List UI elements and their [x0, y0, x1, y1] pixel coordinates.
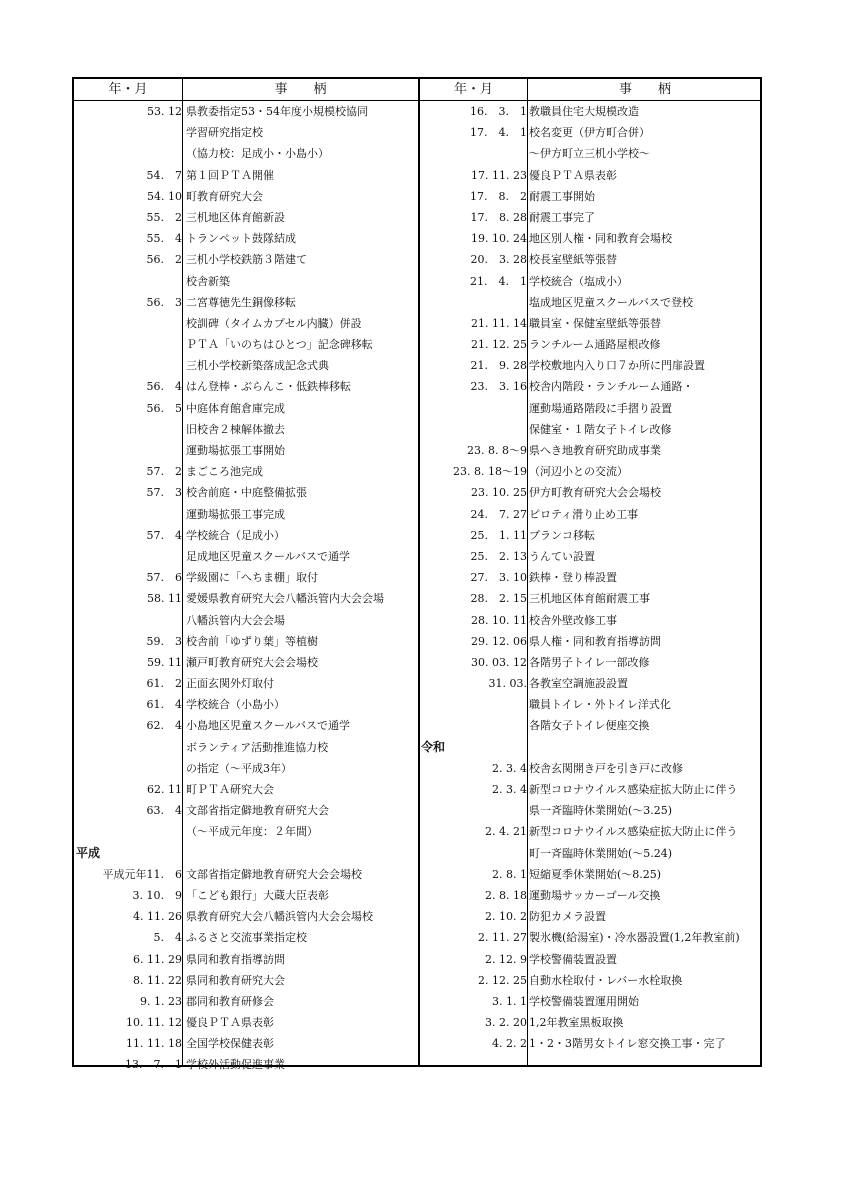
history-row [74, 970, 419, 991]
history-row [419, 927, 764, 948]
history-row [74, 398, 419, 419]
history-row [419, 949, 764, 970]
history-date: 54. 7 [146, 168, 182, 182]
history-event: 学校警備装置運用開始 [529, 994, 639, 1008]
history-row [419, 821, 764, 842]
history-date: 23. 10. 25 [471, 486, 527, 500]
history-row [74, 122, 419, 143]
history-event: 県人権・同和教育指導訪問 [529, 634, 661, 648]
history-row [419, 271, 764, 292]
history-date: 56. 2 [146, 253, 182, 267]
history-event: 学校警備装置設置 [529, 952, 617, 966]
history-row [74, 779, 419, 800]
history-date: 28. 2. 15 [470, 592, 527, 606]
history-date: 56. 3 [146, 295, 182, 309]
history-event: 第１回ＰＴＡ開催 [186, 168, 274, 182]
history-date: 21. 11. 14 [471, 316, 527, 330]
history-event: 県一斉臨時休業開始(～3.25) [529, 804, 673, 818]
history-row [419, 228, 764, 249]
history-event: 県教育研究大会八幡浜管内大会会場校 [186, 910, 373, 924]
history-date: 59. 11 [147, 655, 182, 669]
history-date: 13. 7. 1 [125, 1058, 182, 1072]
history-event: 県同和教育指導訪問 [186, 952, 285, 966]
history-row [74, 525, 419, 546]
history-date: 62. 4 [146, 719, 182, 733]
history-date: 2. 8. 18 [485, 888, 527, 902]
history-row [419, 376, 764, 397]
history-date: 3. 1. 1 [492, 994, 527, 1008]
history-table [72, 77, 762, 1072]
history-event: ブランコ移転 [529, 528, 595, 542]
history-date: 6. 11. 29 [133, 952, 182, 966]
history-event: 防犯カメラ設置 [529, 910, 606, 924]
history-row [419, 525, 764, 546]
history-row [74, 906, 419, 927]
history-date: 59. 3 [146, 634, 182, 648]
history-row [419, 355, 764, 376]
history-row [419, 292, 764, 313]
history-row [74, 207, 419, 228]
history-event: 足成地区児童スクールバスで通学 [186, 549, 351, 563]
history-event: 校舎内階段・ランチルーム通路・ [529, 380, 694, 394]
history-date: 57. 6 [146, 571, 182, 585]
header-date-right: 年・月 [453, 82, 493, 97]
history-event: 鉄棒・登り棒設置 [529, 571, 617, 585]
history-row [74, 165, 419, 186]
history-event: 八幡浜管内大会会場 [186, 613, 285, 627]
history-row [74, 461, 419, 482]
history-date: 2. 12. 9 [485, 952, 527, 966]
history-date: 17. 8. 2 [470, 189, 527, 203]
history-row [74, 419, 419, 440]
history-event: 新型コロナウイルス感染症拡大防止に伴う [529, 825, 738, 839]
history-event: うんてい設置 [529, 549, 595, 563]
history-date: 11. 11. 18 [126, 1037, 182, 1051]
history-row [74, 313, 419, 334]
history-row [419, 461, 764, 482]
history-row [419, 504, 764, 525]
history-row [74, 737, 419, 758]
history-date: 55. 2 [146, 210, 182, 224]
history-event: 三机小学校鉄筋３階建て [186, 253, 307, 267]
history-event: 学校統合（塩成小） [529, 274, 628, 288]
history-event: 優良ＰＴＡ県表彰 [186, 1016, 274, 1030]
history-row [419, 122, 764, 143]
history-row [74, 927, 419, 948]
history-date: 4. 11. 26 [133, 910, 182, 924]
history-event: （河辺小との交流） [529, 465, 628, 479]
history-row [74, 567, 419, 588]
history-event: 自動水栓取付・レバー水栓取換 [529, 973, 683, 987]
history-event: 1,2年教室黒板取換 [529, 1016, 624, 1030]
history-row [419, 694, 764, 715]
history-row [74, 885, 419, 906]
history-date: 57. 4 [146, 528, 182, 542]
history-row [419, 334, 764, 355]
history-event: 三机小学校新築落成記念式典 [186, 359, 329, 373]
history-event: 保健室・１階女子トイレ改修 [529, 422, 672, 436]
history-event: 県へき地教育研究助成事業 [529, 444, 661, 457]
history-event: 校訓碑（タイムカプセル内臓）併設 [186, 316, 362, 330]
history-date: 62. 11 [147, 783, 182, 796]
history-event: 運動場拡張工事開始 [186, 444, 285, 457]
history-row [74, 588, 419, 609]
history-event: 教職員住宅大規模改造 [529, 105, 639, 118]
history-date: 63. 4 [146, 804, 182, 818]
history-row [419, 652, 764, 673]
history-row [419, 546, 764, 567]
history-event: 各階女子トイレ便座交換 [529, 719, 650, 733]
history-row [74, 800, 419, 821]
history-date: 2. 4. 21 [485, 825, 527, 839]
history-date: 17. 4. 1 [470, 126, 527, 140]
history-row [74, 1033, 419, 1054]
history-date: 平成元年11. 6 [102, 867, 182, 881]
history-row [74, 249, 419, 270]
history-event: 耐震工事開始 [529, 189, 595, 203]
history-event: ＰＴＡ「いのちはひとつ」記念碑移転 [186, 338, 373, 352]
history-row [74, 504, 419, 525]
history-row [74, 376, 419, 397]
history-event: 学校統合（足成小） [186, 528, 285, 542]
history-row [419, 567, 764, 588]
history-date: 57. 3 [146, 486, 182, 500]
history-event: 校舎前「ゆずり葉」等植樹 [186, 634, 318, 648]
history-event: 三机地区体育館耐震工事 [529, 592, 650, 606]
history-row [419, 779, 764, 800]
history-row [74, 991, 419, 1012]
history-event: 新型コロナウイルス感染症拡大防止に伴う [529, 783, 738, 796]
history-date: 2. 11. 27 [478, 931, 527, 945]
history-date: 58. 11 [147, 592, 182, 606]
history-row [74, 758, 419, 779]
history-event: 県教委指定53・54年度小規模校協同 [186, 105, 368, 118]
history-row [419, 673, 764, 694]
history-event: 製氷機(給湯室)・冷水器設置(1,2年教室前) [529, 931, 740, 945]
history-date: 57. 2 [146, 465, 182, 479]
header-date-left: 年・月 [108, 82, 148, 97]
history-date: 2. 3. 4 [492, 761, 527, 775]
history-row [74, 271, 419, 292]
history-row [419, 610, 764, 631]
history-row [419, 991, 764, 1012]
history-row [419, 758, 764, 779]
history-row [419, 313, 764, 334]
history-event: （～平成元年度：２年間） [186, 825, 318, 839]
history-date: 23. 3. 16 [470, 380, 527, 394]
history-event: 三机地区体育館新設 [186, 210, 285, 224]
history-event: はん登棒・ぶらんこ・低鉄棒移転 [186, 380, 351, 394]
history-date: 5. 4 [153, 931, 182, 945]
history-date: 8. 11. 22 [133, 973, 182, 987]
history-row [419, 631, 764, 652]
history-date: 4. 2. 2 [492, 1037, 527, 1051]
history-date: 31. 03. [488, 677, 527, 691]
history-row [74, 482, 419, 503]
history-row [419, 885, 764, 906]
history-event: 各階男子トイレ一部改修 [529, 655, 650, 669]
history-date: 20. 3. 28 [470, 253, 527, 267]
era-label: 令和 [421, 739, 446, 754]
history-event: 正面玄関外灯取付 [186, 677, 274, 691]
history-event: 町一斉臨時休業開始(～5.24) [529, 846, 673, 860]
history-event: ボランティア活動推進協力校 [186, 740, 329, 754]
history-event: 学習研究指定校 [186, 126, 263, 140]
history-event: の指定（～平成3年） [186, 761, 292, 775]
history-event: 旧校舎２棟解体撤去 [186, 422, 285, 436]
history-row [74, 228, 419, 249]
history-date: 55. 4 [146, 232, 182, 246]
history-row [74, 949, 419, 970]
history-date: 16. 3. 1 [470, 105, 527, 118]
history-row [74, 843, 419, 864]
history-event: 耐震工事完了 [529, 210, 595, 224]
history-row [74, 631, 419, 652]
history-row [74, 821, 419, 842]
left-column [74, 101, 419, 1076]
history-event: 1・2・3階男女トイレ窓交換工事・完了 [529, 1037, 726, 1051]
history-row [74, 1054, 419, 1075]
history-row [74, 186, 419, 207]
history-row [419, 440, 764, 461]
history-event: 地区別人権・同和教育会場校 [529, 232, 672, 246]
history-event: 校名変更（伊方町合併） [529, 126, 650, 140]
history-date: 25. 1. 11 [470, 528, 527, 542]
history-date: 53. 12 [147, 105, 182, 118]
history-row [74, 864, 419, 885]
history-row [74, 1012, 419, 1033]
history-row [419, 843, 764, 864]
history-event: （協力校：足成小・小島小） [186, 147, 329, 161]
history-event: 職員トイレ・外トイレ洋式化 [529, 698, 671, 712]
history-row [74, 334, 419, 355]
history-event: 二宮尊徳先生銅像移転 [186, 295, 296, 309]
history-event: 短縮夏季休業開始(～8.25) [529, 867, 662, 881]
history-event: 学級園に「へちま棚」取付 [186, 571, 318, 585]
history-row [74, 546, 419, 567]
history-date: 29. 12. 06 [471, 634, 527, 648]
history-event: ～伊方町立三机小学校～ [529, 147, 650, 161]
history-event: 塩成地区児童スクールバスで登校 [529, 295, 694, 309]
history-event: 校舎新築 [186, 274, 230, 288]
history-date: 23. 8. 8～9 [467, 444, 527, 457]
history-row [74, 694, 419, 715]
history-event: 中庭体育館倉庫完成 [186, 401, 285, 415]
history-row [74, 715, 419, 736]
history-event: 運動場通路階段に手摺り設置 [529, 401, 672, 415]
history-row [419, 864, 764, 885]
history-event: 校舎外壁改修工事 [529, 613, 617, 627]
history-date: 61. 4 [146, 698, 182, 712]
history-event: ピロティ滑り止め工事 [529, 507, 639, 521]
history-row [419, 249, 764, 270]
history-event: 職員室・保健室壁紙等張替 [529, 316, 661, 330]
history-event: 瀬戸町教育研究大会会場校 [186, 655, 318, 669]
history-event: 学校外活動促進事業 [186, 1058, 285, 1072]
history-row [74, 652, 419, 673]
right-column [419, 101, 764, 1054]
history-date: 17. 11. 23 [471, 168, 527, 182]
history-date: 24. 7. 27 [470, 507, 527, 521]
history-date: 21. 12. 25 [471, 338, 527, 352]
history-event: 郡同和教育研修会 [186, 994, 274, 1008]
history-row [74, 292, 419, 313]
history-date: 19. 10. 24 [471, 232, 527, 246]
history-event: 学校統合（小島小） [186, 698, 285, 712]
history-event: 伊方町教育研究大会会場校 [529, 486, 661, 500]
history-event: ランチルーム通路屋根改修 [529, 338, 661, 352]
history-event: 運動場サッカーゴール交換 [529, 888, 661, 902]
history-date: 2. 10. 2 [485, 910, 527, 924]
history-row [419, 101, 764, 122]
history-row [419, 906, 764, 927]
history-row [419, 398, 764, 419]
history-event: トランペット鼓隊結成 [186, 232, 296, 246]
history-event: 校長室壁紙等張替 [529, 253, 617, 267]
history-row [74, 143, 419, 164]
history-event: ふるさと交流事業指定校 [186, 931, 307, 945]
history-event: 町教育研究大会 [186, 189, 263, 203]
history-event: まごころ池完成 [186, 465, 263, 479]
era-label: 平成 [76, 845, 101, 860]
history-date: 23. 8. 18～19 [453, 465, 527, 479]
history-row [419, 1012, 764, 1033]
history-date: 2. 8. 1 [492, 867, 527, 881]
history-row [74, 440, 419, 461]
history-row [419, 482, 764, 503]
history-date: 28. 10. 11 [471, 613, 527, 627]
history-event: 文部省指定僻地教育研究大会 [186, 804, 329, 818]
history-row [419, 207, 764, 228]
history-event: 全国学校保健表彰 [186, 1037, 274, 1051]
history-row [419, 165, 764, 186]
header-event-left: 事 柄 [274, 82, 327, 97]
history-date: 25. 2. 13 [470, 549, 527, 563]
history-date: 2. 3. 4 [492, 783, 527, 796]
history-row [419, 588, 764, 609]
history-row [419, 143, 764, 164]
history-date: 54. 10 [147, 189, 182, 203]
history-date: 27. 3. 10 [470, 571, 527, 585]
history-row [74, 355, 419, 376]
history-event: 優良ＰＴＡ県表彰 [529, 168, 617, 182]
history-row [419, 419, 764, 440]
history-row [74, 610, 419, 631]
history-date: 21. 9. 28 [470, 359, 527, 373]
history-row [74, 673, 419, 694]
history-event: 校舎前庭・中庭整備拡張 [186, 486, 307, 500]
history-date: 10. 11. 12 [126, 1016, 182, 1030]
history-date: 30. 03. 12 [471, 655, 527, 669]
history-row [74, 101, 419, 122]
header-event-right: 事 柄 [618, 82, 671, 97]
history-event: 各教室空調施設設置 [529, 677, 628, 691]
history-event: 「こども銀行」大蔵大臣表彰 [186, 888, 329, 902]
history-date: 2. 12. 25 [478, 973, 527, 987]
history-event: 文部省指定僻地教育研究大会会場校 [186, 867, 362, 881]
history-event: 小島地区児童スクールバスで通学 [186, 719, 351, 733]
history-event: 愛媛県教育研究大会八幡浜管内大会会場 [186, 592, 384, 606]
history-date: 56. 4 [146, 380, 182, 394]
history-event: 校舎玄関開き戸を引き戸に改修 [529, 761, 683, 775]
history-date: 61. 2 [146, 677, 182, 691]
history-event: 県同和教育研究大会 [186, 973, 285, 987]
history-event: 運動場拡張工事完成 [186, 507, 285, 521]
history-row [419, 1033, 764, 1054]
history-row [419, 715, 764, 736]
history-row [419, 737, 764, 758]
history-date: 56. 5 [146, 401, 182, 415]
history-row [419, 186, 764, 207]
history-date: 21. 4. 1 [470, 274, 527, 288]
history-row [419, 970, 764, 991]
history-date: 3. 10. 9 [132, 888, 182, 902]
history-event: 学校敷地内入り口７か所に門扉設置 [529, 359, 705, 373]
history-date: 9. 1. 23 [140, 994, 182, 1008]
history-row [419, 800, 764, 821]
history-date: 3. 2. 20 [485, 1016, 527, 1030]
history-date: 17. 8. 28 [470, 210, 527, 224]
history-event: 町ＰＴＡ研究大会 [186, 783, 274, 796]
